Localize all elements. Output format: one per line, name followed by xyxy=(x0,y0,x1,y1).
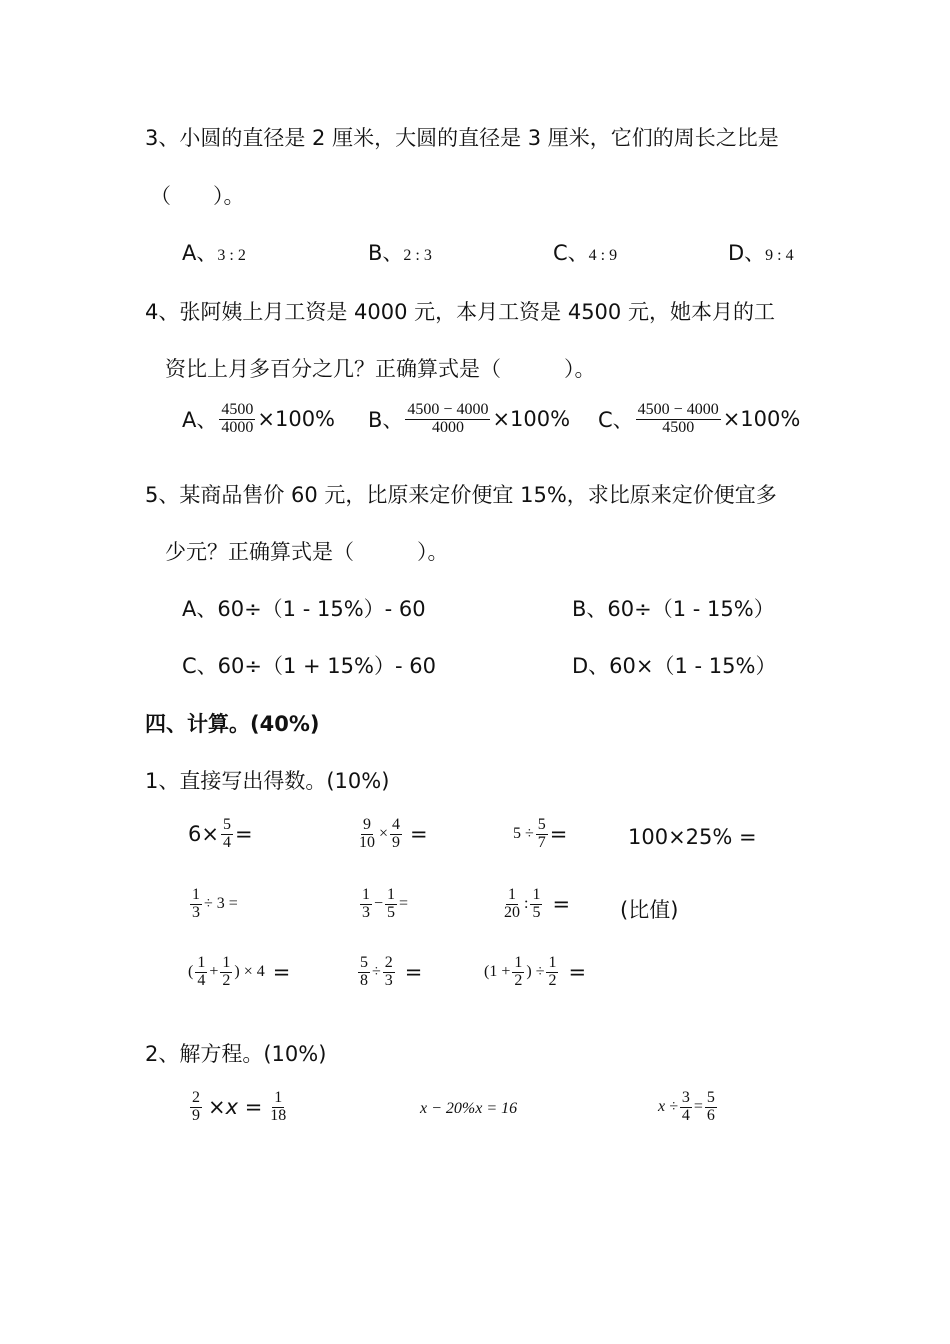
calc-9: $\frac{5}{8}$ ÷ $\frac{2}{3}$ = xyxy=(360,954,423,989)
calc-3: 5 ÷ $\frac{5}{7}$ = xyxy=(513,816,568,851)
part1-title: 1、直接写出得数。(10%) xyxy=(145,769,390,793)
q5-option-c: C、60÷（1 + 15%）- 60 xyxy=(182,654,436,678)
q4-option-b: B、 $\frac{4500 - 4000}{4000}$ ×100% xyxy=(368,401,571,436)
q3-line2: （ ）。 xyxy=(150,184,245,208)
q3-option-b: B、2 : 3 xyxy=(368,241,432,265)
q5-line2: 少元？正确算式是（ ）。 xyxy=(165,540,449,564)
q4-option-a: A、 $\frac{4500}{4000}$ ×100% xyxy=(182,401,336,436)
part2-title: 2、解方程。(10%) xyxy=(145,1042,327,1066)
calc-1: 6× $\frac{5}{4}$ = xyxy=(188,816,253,851)
ratio-note: (比值) xyxy=(620,898,679,922)
calc-2: $\frac{9}{10}$ × $\frac{4}{9}$ = xyxy=(359,816,428,851)
calc-5: $\frac{1}{3}$ ÷ 3 = xyxy=(192,886,238,921)
calc-10: (1 + $\frac{1}{2}$ ) ÷ $\frac{1}{2}$ = xyxy=(484,954,587,989)
q3-option-a: A、3 : 2 xyxy=(182,241,246,265)
q4-option-c: C、 $\frac{4500 - 4000}{4500}$ ×100% xyxy=(598,401,801,436)
q5-option-b: B、60÷（1 - 15%） xyxy=(572,597,775,621)
q3-option-c: C、4 : 9 xyxy=(553,241,618,265)
q3-line1: 3、小圆的直径是 2 厘米，大圆的直径是 3 厘米，它们的周长之比是 xyxy=(145,126,779,150)
equation-3: x ÷ $\frac{3}{4}$ = $\frac{5}{6}$ xyxy=(658,1089,715,1124)
calc-8: ( $\frac{1}{4}$ + $\frac{1}{2}$ ) × 4 = xyxy=(188,954,291,989)
q4-line1: 4、张阿姨上月工资是 4000 元，本月工资是 4500 元，她本月的工 xyxy=(145,300,775,324)
q3-option-d: D、9 : 4 xyxy=(728,241,794,265)
equation-1: $\frac{2}{9}$ ×x = $\frac{1}{18}$ xyxy=(192,1089,287,1124)
calc-7: $\frac{1}{20}$ : $\frac{1}{5}$ = xyxy=(504,886,571,921)
q5-option-d: D、60×（1 - 15%） xyxy=(572,654,777,678)
calc-4: 100×25% = xyxy=(628,825,757,849)
q5-line1: 5、某商品售价 60 元，比原来定价便宜 15%，求比原来定价便宜多 xyxy=(145,483,777,507)
calc-6: $\frac{1}{3}$ − $\frac{1}{5}$ = xyxy=(362,886,409,921)
q4-line2: 资比上月多百分之几？正确算式是（ ）。 xyxy=(165,357,596,381)
section4-title: 四、计算。(40%) xyxy=(145,712,320,736)
q5-option-a: A、60÷（1 - 15%）- 60 xyxy=(182,597,426,621)
equation-2: x − 20%x = 16 xyxy=(420,1100,518,1117)
